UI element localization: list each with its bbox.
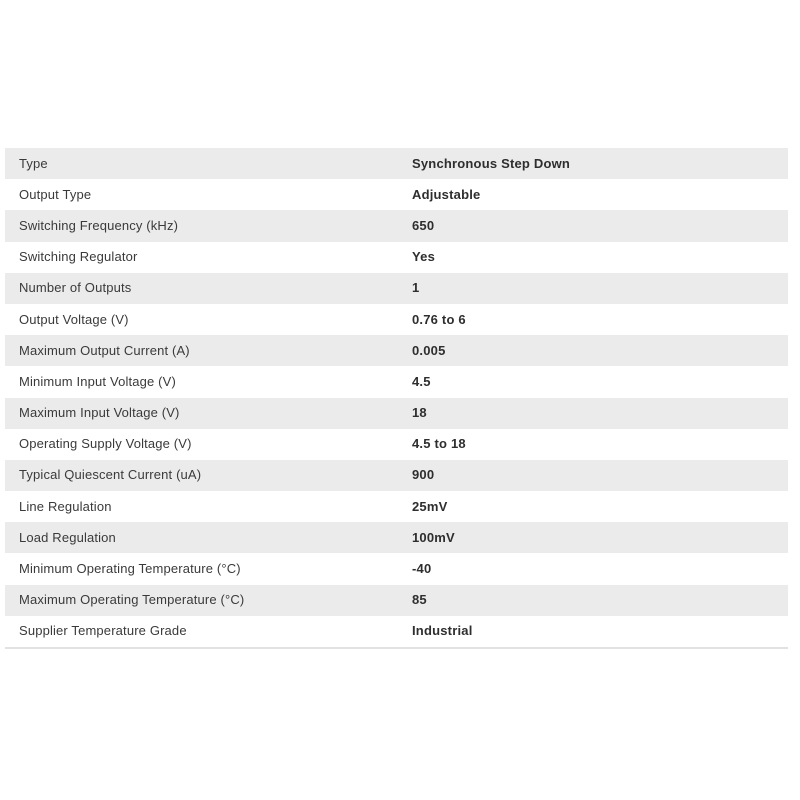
table-row [5, 210, 788, 241]
spec-value: 25mV [412, 491, 788, 522]
spec-value: 0.005 [412, 335, 788, 366]
spec-label: Output Voltage (V) [5, 304, 412, 335]
spec-value: 0.76 to 6 [412, 304, 788, 335]
table-row [5, 553, 788, 584]
table-row [5, 460, 788, 491]
table-row [5, 522, 788, 553]
spec-value: 4.5 [412, 366, 788, 397]
spec-value: 100mV [412, 522, 788, 553]
spec-value: Yes [412, 242, 788, 273]
table-row [5, 429, 788, 460]
spec-label: Minimum Operating Temperature (°C) [5, 553, 412, 584]
spec-value: Adjustable [412, 179, 788, 210]
spec-label: Switching Frequency (kHz) [5, 210, 412, 241]
spec-label: Maximum Output Current (A) [5, 335, 412, 366]
spec-label: Load Regulation [5, 522, 412, 553]
table-row [5, 273, 788, 304]
spec-label: Line Regulation [5, 491, 412, 522]
spec-value: 1 [412, 273, 788, 304]
table-row [5, 304, 788, 335]
table-row [5, 491, 788, 522]
spec-label: Output Type [5, 179, 412, 210]
spec-value: 650 [412, 210, 788, 241]
table-row [5, 366, 788, 397]
spec-label: Number of Outputs [5, 273, 412, 304]
table-row [5, 335, 788, 366]
spec-value: 18 [412, 398, 788, 429]
table-row [5, 242, 788, 273]
spec-label: Typical Quiescent Current (uA) [5, 460, 412, 491]
spec-label: Switching Regulator [5, 242, 412, 273]
spec-label: Maximum Operating Temperature (°C) [5, 585, 412, 616]
table-row [5, 616, 788, 648]
spec-value: -40 [412, 553, 788, 584]
table-row [5, 398, 788, 429]
spec-label: Supplier Temperature Grade [5, 616, 412, 648]
table-row [5, 585, 788, 616]
spec-label: Maximum Input Voltage (V) [5, 398, 412, 429]
spec-label: Minimum Input Voltage (V) [5, 366, 412, 397]
spec-value: 900 [412, 460, 788, 491]
spec-value: 85 [412, 585, 788, 616]
spec-label: Type [5, 148, 412, 179]
table-row [5, 148, 788, 179]
spec-label: Operating Supply Voltage (V) [5, 429, 412, 460]
spec-value: 4.5 to 18 [412, 429, 788, 460]
table-row [5, 179, 788, 210]
spec-value: Synchronous Step Down [412, 148, 788, 179]
spec-table [5, 148, 788, 649]
spec-value: Industrial [412, 616, 788, 648]
